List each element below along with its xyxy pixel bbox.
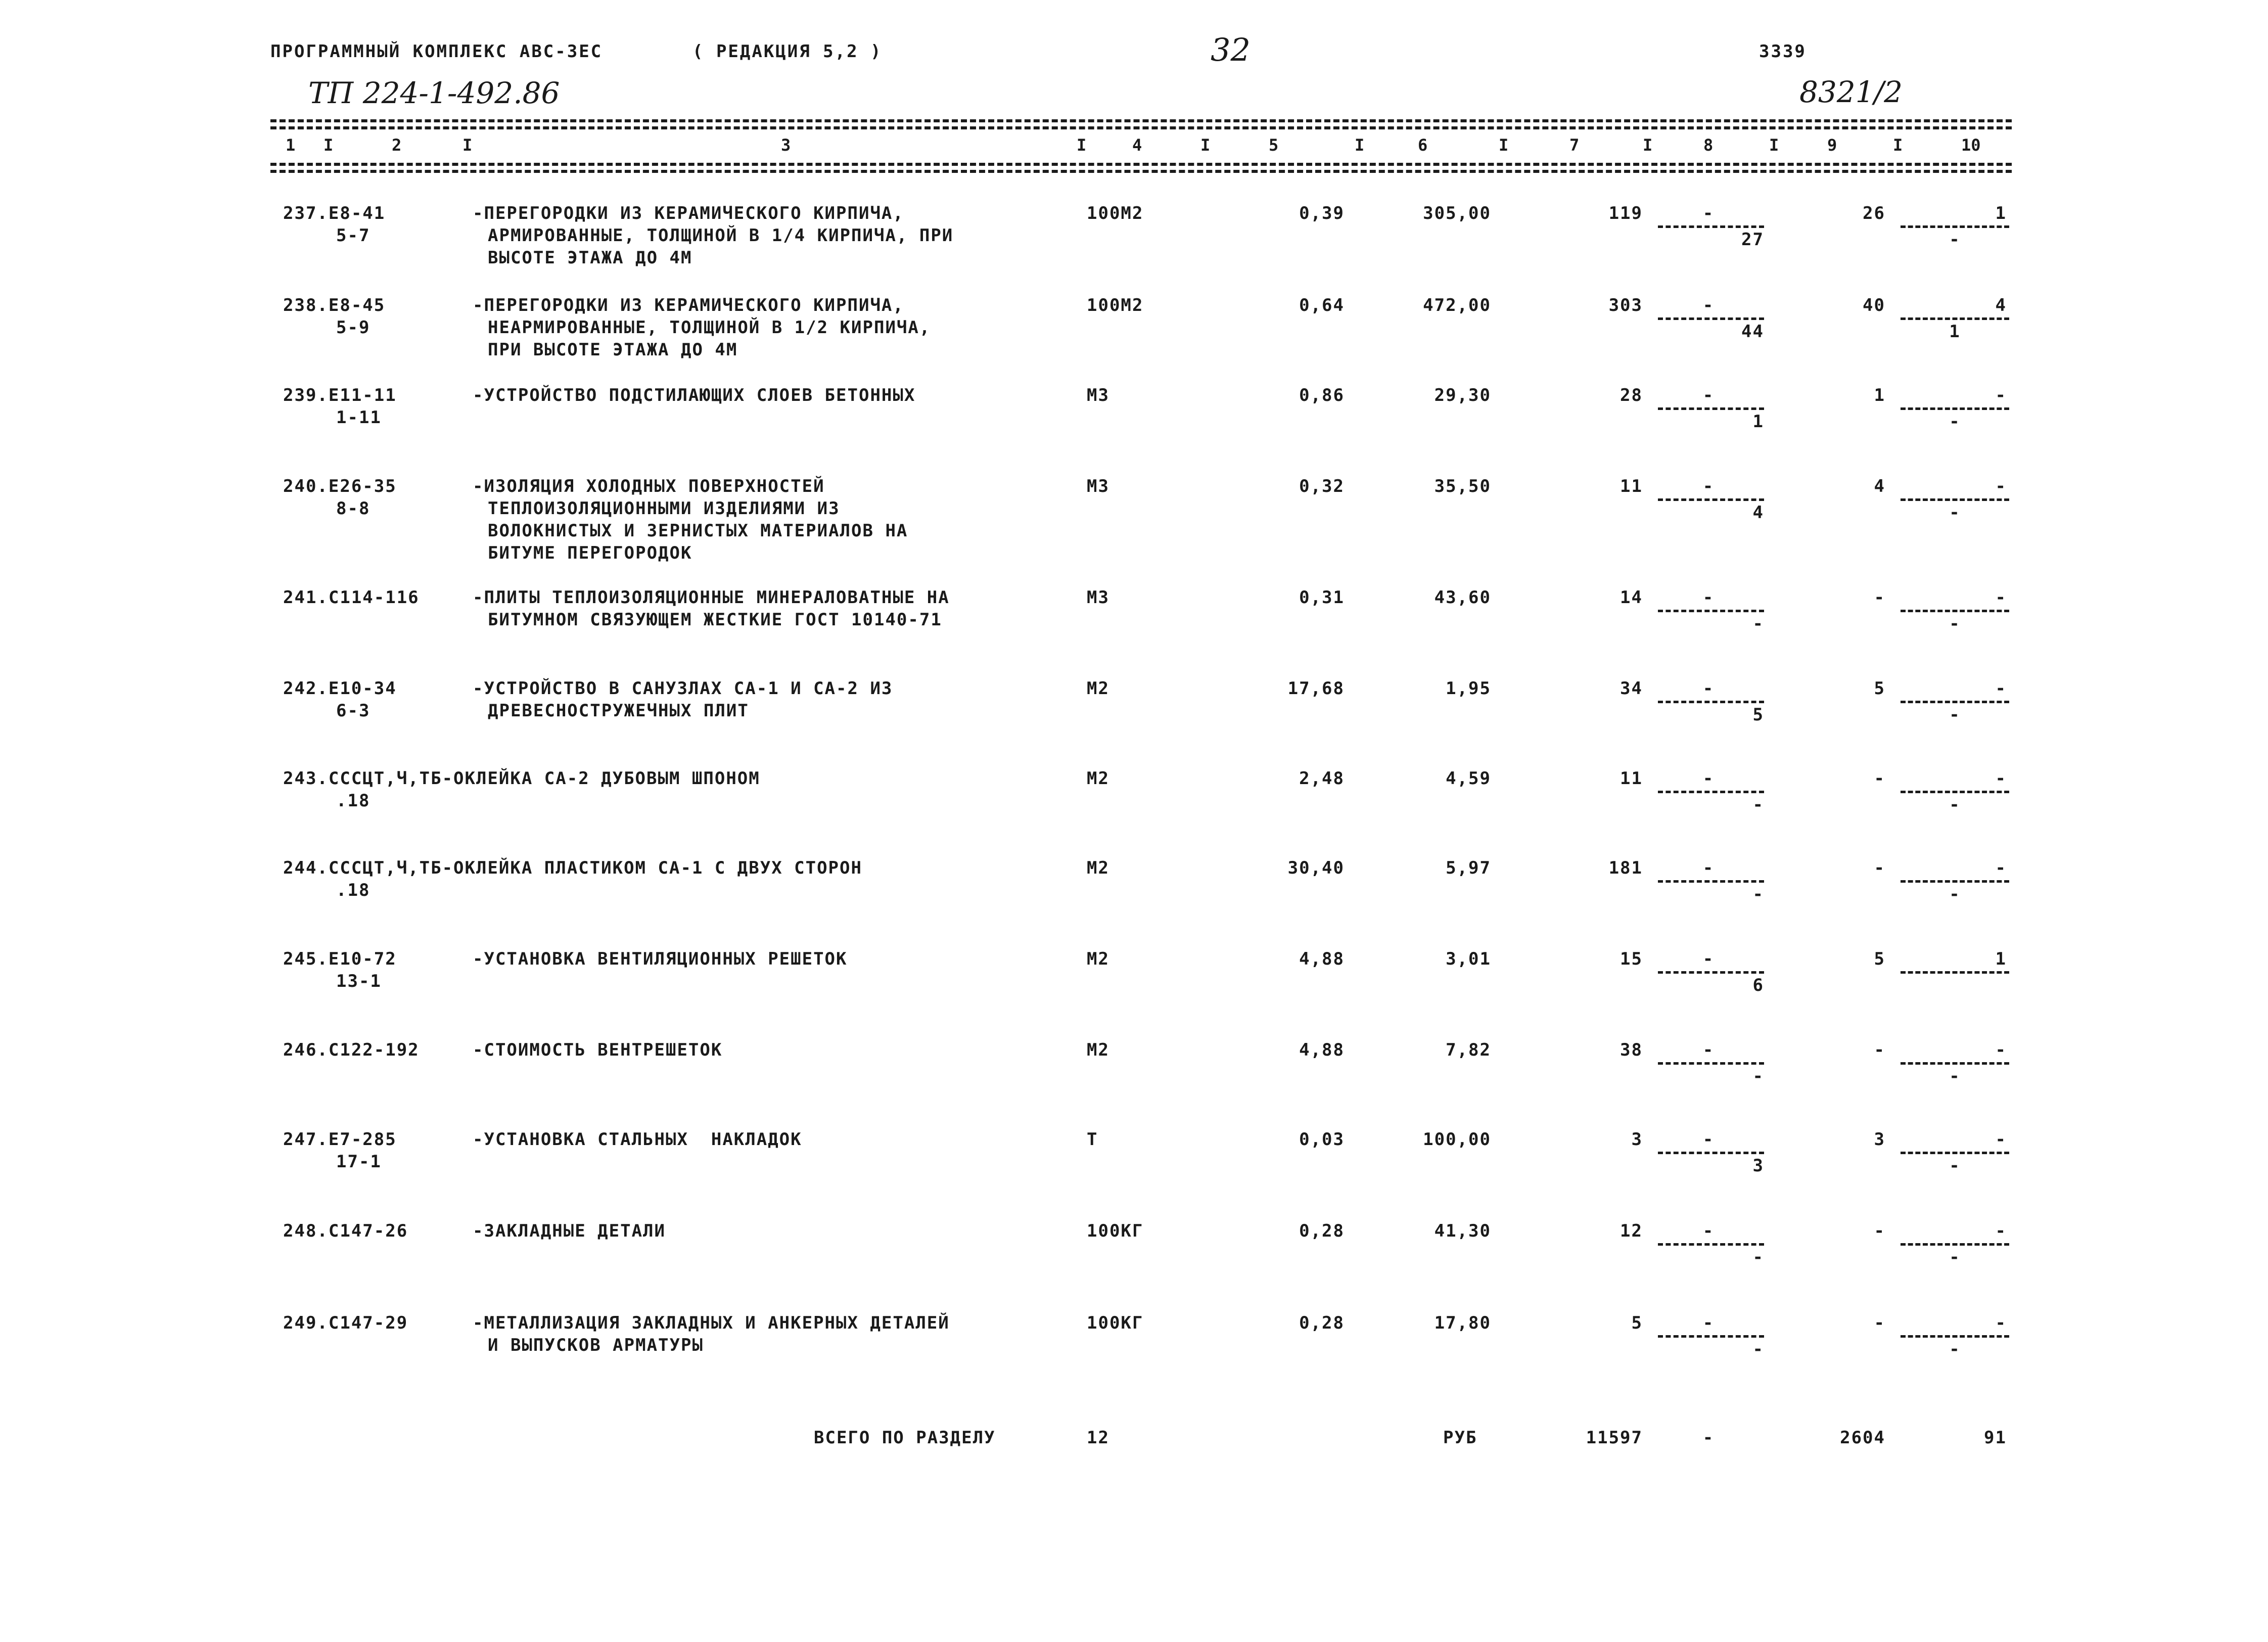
item-description-line: -УСТРОЙСТВО ПОДСТИЛАЮЩИХ СЛОЕВ БЕТОННЫХ xyxy=(473,385,916,405)
col10-denominator: - xyxy=(1949,230,1961,250)
header-rule-top-2 xyxy=(270,126,2012,129)
col8-fraction-line xyxy=(1658,317,1764,320)
col8-numerator: - xyxy=(1702,678,1715,699)
col10-denominator: - xyxy=(1949,795,1961,815)
col9-value: 5 xyxy=(1874,949,1885,969)
col10-fraction-line xyxy=(1901,1152,2009,1154)
item-quantity: 4,88 xyxy=(1299,1040,1345,1060)
col8-denominator: 1 xyxy=(1752,412,1764,432)
page-number: 32 xyxy=(1211,31,1251,68)
item-quantity: 0,86 xyxy=(1299,385,1345,405)
item-code: 238.Е8-45 xyxy=(283,295,386,315)
item-total-cost: 119 xyxy=(1608,203,1643,223)
item-description-line: БИТУМНОМ СВЯЗУЮЩЕМ ЖЕСТКИЕ ГОСТ 10140-71 xyxy=(488,610,942,630)
col9-value: 40 xyxy=(1863,295,1885,315)
col8-numerator: - xyxy=(1702,949,1715,969)
item-description-line: ВЫСОТЕ ЭТАЖА ДО 4М xyxy=(488,248,692,268)
item-unit: М3 xyxy=(1087,476,1109,496)
item-unit-price: 7,82 xyxy=(1446,1040,1491,1060)
col9-value: - xyxy=(1874,768,1885,789)
column-number: 5 xyxy=(1269,135,1279,155)
item-description-line: АРМИРОВАННЫЕ, ТОЛЩИНОЙ В 1/4 КИРПИЧА, ПРИ xyxy=(488,225,954,246)
item-code: 245.Е10-72 xyxy=(283,949,397,969)
column-separator: I xyxy=(462,135,473,155)
column-number: 2 xyxy=(392,135,402,155)
col9-value: 26 xyxy=(1863,203,1885,223)
item-unit: М3 xyxy=(1087,385,1109,405)
col10-fraction-line xyxy=(1901,498,2009,501)
item-unit: М2 xyxy=(1087,768,1109,789)
item-code: 241.С114-116 xyxy=(283,587,420,608)
col8-denominator: - xyxy=(1752,1339,1764,1359)
header-rule-bottom xyxy=(270,163,2012,166)
item-code: 237.Е8-41 xyxy=(283,203,386,223)
item-quantity: 0,03 xyxy=(1299,1129,1345,1150)
col10-fraction-line xyxy=(1901,610,2009,612)
col10-denominator: - xyxy=(1949,705,1961,725)
item-unit: М2 xyxy=(1087,858,1109,878)
item-unit: М2 xyxy=(1087,1040,1109,1060)
col10-numerator: 4 xyxy=(1995,295,2007,315)
item-quantity: 2,48 xyxy=(1299,768,1345,789)
summary-total: 11597 xyxy=(1586,1428,1643,1448)
item-total-cost: 181 xyxy=(1608,858,1643,878)
item-code: 248.С147-26 xyxy=(283,1221,408,1241)
summary-col10: 91 xyxy=(1984,1428,2007,1448)
item-unit: М2 xyxy=(1087,949,1109,969)
col10-denominator: - xyxy=(1949,1339,1961,1359)
col8-numerator: - xyxy=(1702,385,1715,405)
column-number: 10 xyxy=(1961,135,1981,155)
item-description-line: -ПЕРЕГОРОДКИ ИЗ КЕРАМИЧЕСКОГО КИРПИЧА, xyxy=(473,295,904,315)
item-unit-price: 43,60 xyxy=(1434,587,1491,608)
item-total-cost: 15 xyxy=(1620,949,1643,969)
col10-numerator: - xyxy=(1995,1040,2007,1060)
col10-numerator: - xyxy=(1995,768,2007,789)
col8-denominator: 4 xyxy=(1752,503,1764,523)
item-quantity: 0,64 xyxy=(1299,295,1345,315)
col10-denominator: - xyxy=(1949,884,1961,904)
item-total-cost: 12 xyxy=(1620,1221,1643,1241)
item-unit-price: 1,95 xyxy=(1446,678,1491,699)
item-norm-ref: 6-3 xyxy=(336,701,371,721)
item-total-cost: 3 xyxy=(1631,1129,1643,1150)
col8-fraction-line xyxy=(1658,1335,1764,1338)
col8-numerator: - xyxy=(1702,203,1715,223)
item-total-cost: 38 xyxy=(1620,1040,1643,1060)
col10-denominator: - xyxy=(1949,412,1961,432)
col9-value: - xyxy=(1874,858,1885,878)
col8-denominator: 5 xyxy=(1752,705,1764,725)
item-unit: 100КГ xyxy=(1087,1221,1144,1241)
item-description-line: -УСТРОЙСТВО В САНУЗЛАХ СА-1 И СА-2 ИЗ xyxy=(473,678,893,699)
col8-denominator: 27 xyxy=(1741,230,1764,250)
col8-fraction-line xyxy=(1658,610,1764,612)
item-description-line: -ЗАКЛАДНЫЕ ДЕТАЛИ xyxy=(473,1221,666,1241)
col8-denominator: - xyxy=(1752,1247,1764,1267)
summary-currency: РУБ xyxy=(1443,1428,1477,1448)
col10-denominator: - xyxy=(1949,614,1961,634)
column-number: 3 xyxy=(781,135,791,155)
item-quantity: 30,40 xyxy=(1287,858,1345,878)
col9-value: - xyxy=(1874,587,1885,608)
col10-fraction-line xyxy=(1901,317,2009,320)
column-number: 1 xyxy=(286,135,296,155)
item-norm-ref: 13-1 xyxy=(336,971,382,991)
item-norm-ref: 8-8 xyxy=(336,498,371,519)
col8-numerator: - xyxy=(1702,295,1715,315)
item-quantity: 0,28 xyxy=(1299,1313,1345,1333)
col8-denominator: 6 xyxy=(1752,975,1764,995)
col10-numerator: 1 xyxy=(1995,949,2007,969)
header-rule-bottom-2 xyxy=(270,170,2012,173)
column-separator: I xyxy=(323,135,334,155)
col10-numerator: - xyxy=(1995,858,2007,878)
col10-denominator: - xyxy=(1949,503,1961,523)
item-description-line: ВОЛОКНИСТЫХ И ЗЕРНИСТЫХ МАТЕРИАЛОВ НА xyxy=(488,521,908,541)
header-rule-top xyxy=(270,119,2012,122)
col8-fraction-line xyxy=(1658,971,1764,974)
item-description-line: НЕАРМИРОВАННЫЕ, ТОЛЩИНОЙ В 1/2 КИРПИЧА, xyxy=(488,317,931,338)
item-description-line: -ПЕРЕГОРОДКИ ИЗ КЕРАМИЧЕСКОГО КИРПИЧА, xyxy=(473,203,904,223)
item-unit: 100КГ xyxy=(1087,1313,1144,1333)
column-number: 7 xyxy=(1569,135,1580,155)
item-unit: М3 xyxy=(1087,587,1109,608)
item-unit-price: 472,00 xyxy=(1423,295,1491,315)
col10-fraction-line xyxy=(1901,791,2009,793)
col8-denominator: 44 xyxy=(1741,322,1764,342)
col8-numerator: - xyxy=(1702,476,1715,496)
col9-value: 5 xyxy=(1874,678,1885,699)
document-code: 3339 xyxy=(1759,41,1807,62)
item-norm-ref: .18 xyxy=(336,791,371,811)
col10-numerator: - xyxy=(1995,1313,2007,1333)
item-quantity: 0,32 xyxy=(1299,476,1345,496)
item-unit: 100М2 xyxy=(1087,295,1144,315)
program-title: ПРОГРАММНЫЙ КОМПЛЕКС АВС-3ЕС xyxy=(270,41,603,62)
col8-fraction-line xyxy=(1658,225,1764,228)
item-code: 242.Е10-34 xyxy=(283,678,397,699)
item-code: 246.С122-192 xyxy=(283,1040,420,1060)
item-unit-price: 35,50 xyxy=(1434,476,1491,496)
col8-fraction-line xyxy=(1658,498,1764,501)
item-quantity: 4,88 xyxy=(1299,949,1345,969)
col8-denominator: - xyxy=(1752,795,1764,815)
item-unit-price: 305,00 xyxy=(1423,203,1491,223)
item-quantity: 0,39 xyxy=(1299,203,1345,223)
item-code: 240.Е26-35 xyxy=(283,476,397,496)
col10-fraction-line xyxy=(1901,407,2009,410)
column-separator: I xyxy=(1499,135,1509,155)
col10-numerator: - xyxy=(1995,476,2007,496)
item-total-cost: 11 xyxy=(1620,768,1643,789)
item-unit-price: 100,00 xyxy=(1423,1129,1491,1150)
item-unit-price: 29,30 xyxy=(1434,385,1491,405)
summary-label: ВСЕГО ПО РАЗДЕЛУ xyxy=(814,1428,996,1448)
item-description-line: -СТОИМОСТЬ ВЕНТРЕШЕТОК xyxy=(473,1040,723,1060)
item-code: 239.Е11-11 xyxy=(283,385,397,405)
col10-fraction-line xyxy=(1901,1243,2009,1246)
col8-numerator: - xyxy=(1702,1313,1715,1333)
col9-value: - xyxy=(1874,1313,1885,1333)
col8-fraction-line xyxy=(1658,1243,1764,1246)
col10-numerator: - xyxy=(1995,385,2007,405)
item-description-line: -ПЛИТЫ ТЕПЛОИЗОЛЯЦИОННЫЕ МИНЕРАЛОВАТНЫЕ НА xyxy=(473,587,950,608)
item-unit-price: 17,80 xyxy=(1434,1313,1491,1333)
column-number: 8 xyxy=(1703,135,1714,155)
summary-col8: - xyxy=(1702,1428,1715,1448)
col8-denominator: 3 xyxy=(1752,1156,1764,1176)
item-total-cost: 5 xyxy=(1631,1313,1643,1333)
item-code: 244.СССЦТ,Ч,ТБ-ОКЛЕЙКА ПЛАСТИКОМ СА-1 С ДВУХ СТОРОН xyxy=(283,858,862,878)
item-quantity: 0,28 xyxy=(1299,1221,1345,1241)
item-code: 247.Е7-285 xyxy=(283,1129,397,1150)
col8-fraction-line xyxy=(1658,1152,1764,1154)
col8-denominator: - xyxy=(1752,884,1764,904)
item-description-line: И ВЫПУСКОВ АРМАТУРЫ xyxy=(488,1335,704,1355)
item-description-line: ТЕПЛОИЗОЛЯЦИОННЫМИ ИЗДЕЛИЯМИ ИЗ xyxy=(488,498,840,519)
column-number: 6 xyxy=(1418,135,1428,155)
column-number: 4 xyxy=(1132,135,1142,155)
item-description-line: -УСТАНОВКА СТАЛЬНЫХ НАКЛАДОК xyxy=(473,1129,802,1150)
summary-col9: 2604 xyxy=(1840,1428,1885,1448)
col9-value: 1 xyxy=(1874,385,1885,405)
item-unit-price: 5,97 xyxy=(1446,858,1491,878)
col9-value: 3 xyxy=(1874,1129,1885,1150)
item-description-line: -ИЗОЛЯЦИЯ ХОЛОДНЫХ ПОВЕРХНОСТЕЙ xyxy=(473,476,825,496)
item-unit-price: 41,30 xyxy=(1434,1221,1491,1241)
program-edition: ( РЕДАКЦИЯ 5,2 ) xyxy=(692,41,883,62)
item-total-cost: 303 xyxy=(1608,295,1643,315)
col8-numerator: - xyxy=(1702,1221,1715,1241)
project-number: ТП 224-1-492.86 xyxy=(308,76,560,110)
col10-numerator: - xyxy=(1995,1221,2007,1241)
col8-denominator: - xyxy=(1752,614,1764,634)
col10-denominator: 1 xyxy=(1949,322,1961,342)
item-unit-price: 3,01 xyxy=(1446,949,1491,969)
col9-value: - xyxy=(1874,1221,1885,1241)
col8-fraction-line xyxy=(1658,1062,1764,1065)
item-quantity: 0,31 xyxy=(1299,587,1345,608)
col10-fraction-line xyxy=(1901,1335,2009,1338)
col10-denominator: - xyxy=(1949,1066,1961,1086)
col8-numerator: - xyxy=(1702,1040,1715,1060)
item-norm-ref: 5-9 xyxy=(336,317,371,338)
item-description-line: -МЕТАЛЛИЗАЦИЯ ЗАКЛАДНЫХ И АНКЕРНЫХ ДЕТАЛЕЙ xyxy=(473,1313,950,1333)
col10-denominator: - xyxy=(1949,1247,1961,1267)
column-separator: I xyxy=(1200,135,1211,155)
item-quantity: 17,68 xyxy=(1287,678,1345,699)
column-separator: I xyxy=(1077,135,1087,155)
col10-fraction-line xyxy=(1901,971,2009,974)
item-code: 243.СССЦТ,Ч,ТБ-ОКЛЕЙКА СА-2 ДУБОВЫМ ШПОНОМ xyxy=(283,768,760,789)
album-number: 8321/2 xyxy=(1799,75,1903,109)
col10-numerator: 1 xyxy=(1995,203,2007,223)
col10-fraction-line xyxy=(1901,1062,2009,1065)
column-separator: I xyxy=(1643,135,1653,155)
col8-numerator: - xyxy=(1702,768,1715,789)
item-description-line: БИТУМЕ ПЕРЕГОРОДОК xyxy=(488,543,692,563)
col10-fraction-line xyxy=(1901,701,2009,703)
item-description-line: ДРЕВЕСНОСТРУЖЕЧНЫХ ПЛИТ xyxy=(488,701,749,721)
item-total-cost: 34 xyxy=(1620,678,1643,699)
column-separator: I xyxy=(1893,135,1903,155)
item-description-line: -УСТАНОВКА ВЕНТИЛЯЦИОННЫХ РЕШЕТОК xyxy=(473,949,848,969)
col8-fraction-line xyxy=(1658,701,1764,703)
item-code: 249.С147-29 xyxy=(283,1313,408,1333)
col8-fraction-line xyxy=(1658,791,1764,793)
col10-fraction-line xyxy=(1901,225,2009,228)
item-description-line: ПРИ ВЫСОТЕ ЭТАЖА ДО 4М xyxy=(488,340,738,360)
item-unit: 100М2 xyxy=(1087,203,1144,223)
col10-fraction-line xyxy=(1901,880,2009,883)
summary-section: 12 xyxy=(1087,1428,1109,1448)
col8-numerator: - xyxy=(1702,587,1715,608)
item-unit: Т xyxy=(1087,1129,1098,1150)
col10-numerator: - xyxy=(1995,678,2007,699)
item-norm-ref: 17-1 xyxy=(336,1152,382,1172)
item-norm-ref: .18 xyxy=(336,880,371,900)
col9-value: 4 xyxy=(1874,476,1885,496)
col10-numerator: - xyxy=(1995,587,2007,608)
col9-value: - xyxy=(1874,1040,1885,1060)
item-total-cost: 14 xyxy=(1620,587,1643,608)
item-norm-ref: 1-11 xyxy=(336,407,382,428)
item-norm-ref: 5-7 xyxy=(336,225,371,246)
item-total-cost: 11 xyxy=(1620,476,1643,496)
column-separator: I xyxy=(1769,135,1779,155)
col8-denominator: - xyxy=(1752,1066,1764,1086)
item-unit-price: 4,59 xyxy=(1446,768,1491,789)
column-number: 9 xyxy=(1827,135,1837,155)
col8-numerator: - xyxy=(1702,1129,1715,1150)
col8-fraction-line xyxy=(1658,880,1764,883)
col10-numerator: - xyxy=(1995,1129,2007,1150)
col10-denominator: - xyxy=(1949,1156,1961,1176)
column-separator: I xyxy=(1355,135,1365,155)
col8-numerator: - xyxy=(1702,858,1715,878)
item-unit: М2 xyxy=(1087,678,1109,699)
col8-fraction-line xyxy=(1658,407,1764,410)
item-total-cost: 28 xyxy=(1620,385,1643,405)
